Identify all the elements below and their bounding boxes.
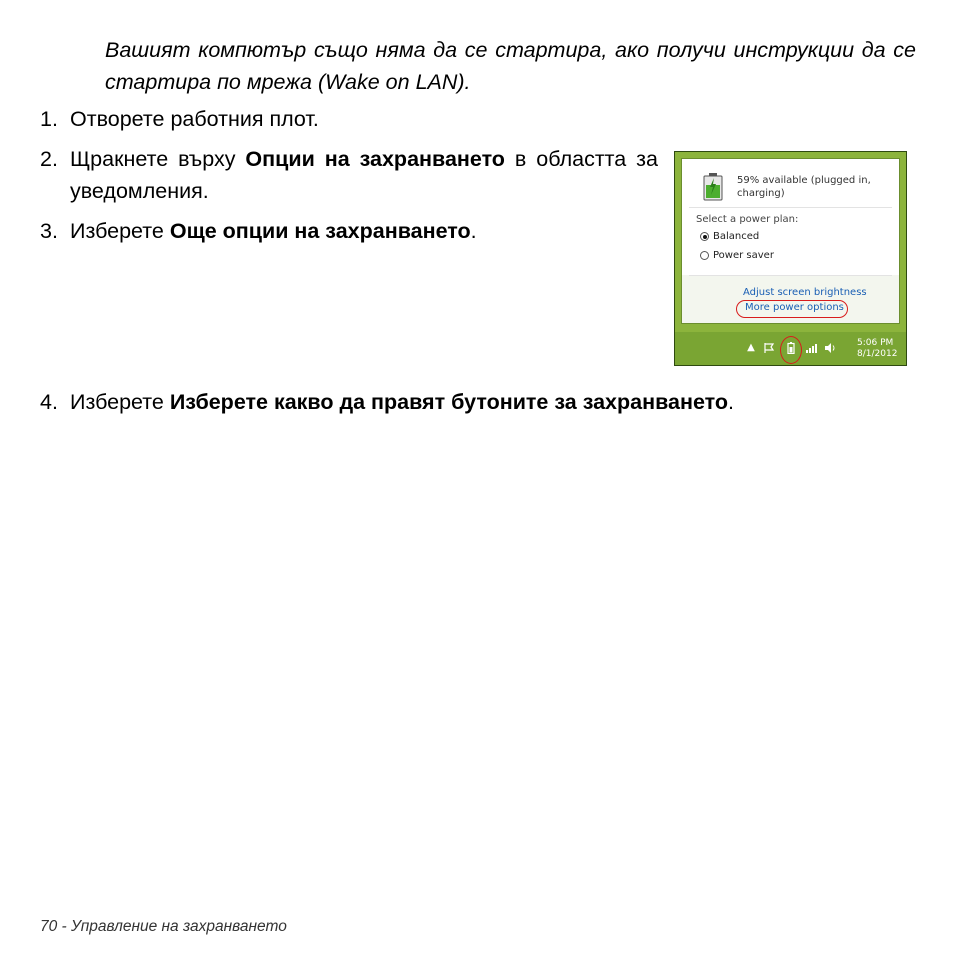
power-flyout-screenshot	[674, 151, 907, 366]
step-4	[40, 386, 920, 418]
step-text: Отворете работния плот.	[70, 107, 319, 131]
highlight-circle	[780, 336, 802, 364]
plan-balanced[interactable]: Balanced	[700, 231, 759, 242]
battery-status: 59% available (plugged in, charging)	[737, 175, 871, 199]
highlight-circle	[736, 300, 848, 318]
step-text: Изберете Изберете какво да правят бутоните за захранването.	[70, 390, 735, 414]
network-signal-icon[interactable]	[805, 342, 817, 354]
step-number: 1.	[40, 107, 58, 131]
power-buttons-term: Изберете какво да правят бутоните за захранването	[169, 390, 729, 414]
plan-power-saver[interactable]: Power saver	[700, 250, 774, 261]
divider	[689, 207, 892, 208]
step-text: Щракнете върху Опции на захранването в областта за уведомления.	[70, 147, 658, 203]
step-2	[40, 143, 660, 207]
more-power-options-link[interactable]: More power options	[745, 302, 844, 313]
power-flyout	[681, 158, 900, 324]
radio-selected-icon	[700, 232, 709, 241]
volume-icon[interactable]	[824, 342, 836, 354]
show-hidden-icons-arrow-icon[interactable]: ▲	[747, 342, 755, 353]
step-number: 3.	[40, 219, 58, 243]
system-clock[interactable]: 5:06 PM 8/1/2012	[857, 338, 898, 359]
radio-empty-icon	[700, 251, 709, 260]
step-number: 2.	[40, 147, 58, 171]
step-number: 4.	[40, 390, 58, 414]
step-3	[40, 215, 660, 247]
step-text: Изберете Още опции на захранването.	[70, 219, 477, 243]
adjust-brightness-link[interactable]: Adjust screen brightness	[743, 287, 867, 298]
more-power-options-term: Още опции на захранването	[169, 219, 471, 243]
battery-charging-icon	[703, 173, 723, 201]
plan-label: Select a power plan:	[696, 214, 799, 225]
power-options-term: Опции на захранването	[245, 147, 505, 171]
divider	[689, 275, 892, 276]
wake-on-lan-note: Вашият компютър също няма да се стартира, ако получи инструкции да се стартира по мрежа (Wake on LAN).	[105, 38, 916, 94]
action-center-flag-icon[interactable]	[763, 342, 775, 354]
taskbar	[675, 332, 906, 365]
step-1	[40, 103, 660, 135]
page-footer: 70 - Управление на захранването	[40, 918, 287, 935]
